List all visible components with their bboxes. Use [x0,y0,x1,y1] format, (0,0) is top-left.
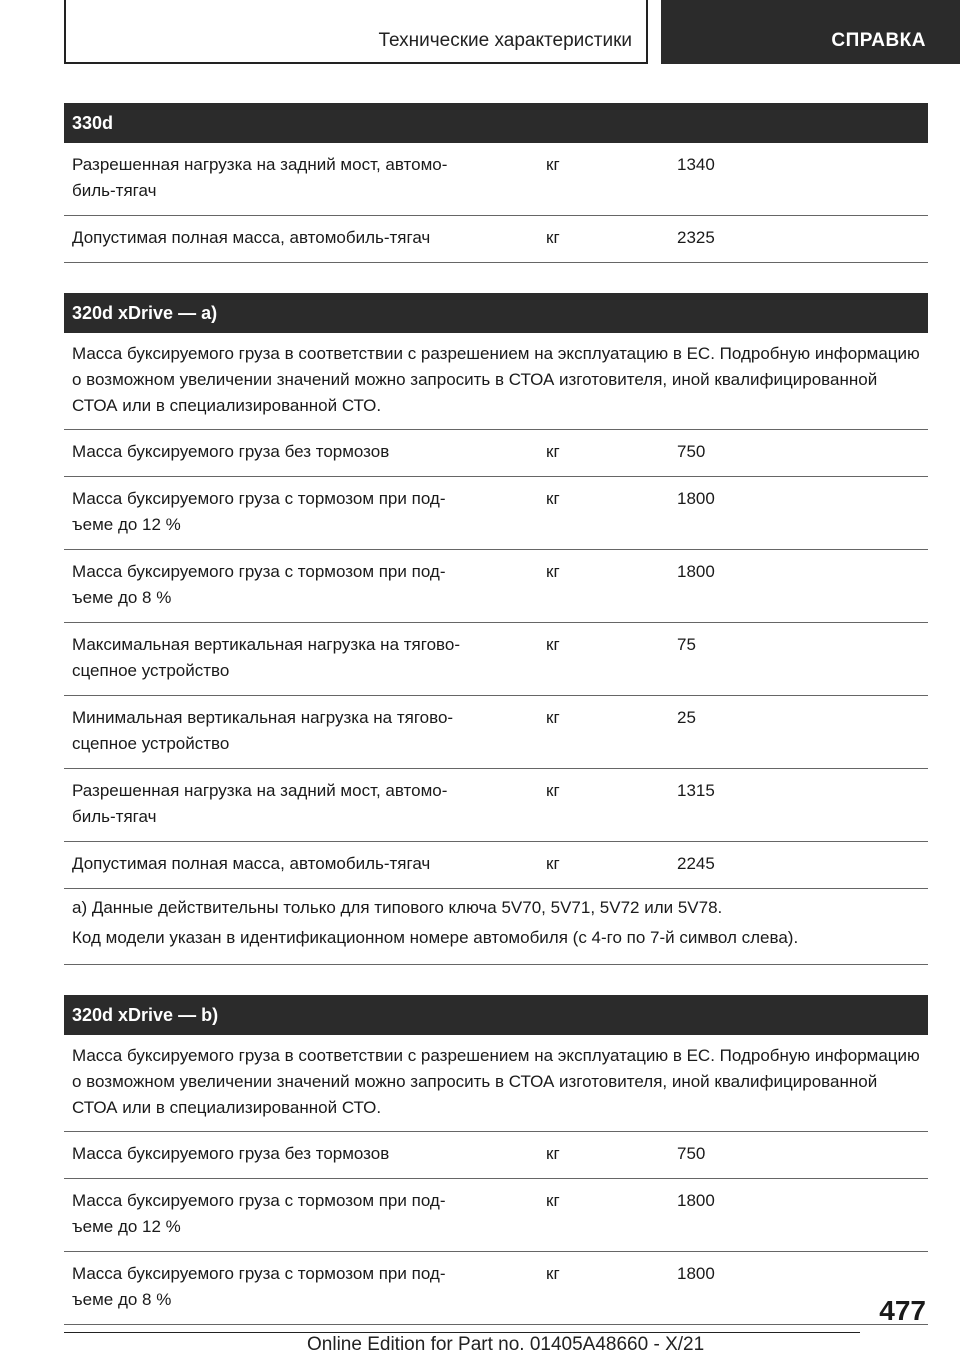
row-value: 25 [677,708,696,727]
row-value: 75 [677,635,696,654]
footnote: Код модели указан в идентификационном номере автомобиля (с 4-го по 7-й символ слева). [72,928,799,947]
row-unit: кг [546,442,560,461]
row-unit: кг [546,489,560,508]
section-intro: Масса буксируемого груза в соответствии с разрешением на эксплуатацию в ЕС. Подробную информацию о возможном увеличении значений можно запросить в СТОА изготовителя, иной квалифицированной СТОА или в специализированной СТО. [64,333,928,430]
section-title: 320d xDrive — b) [64,995,928,1035]
table-row [64,430,928,477]
row-unit: кг [546,1264,560,1283]
table-row [64,477,928,550]
header-chapter-box [661,0,960,64]
row-value: 2245 [677,854,715,873]
row-label: Разрешенная нагрузка на задний мост, автомо- биль-тягач [72,155,448,200]
row-unit: кг [546,708,560,727]
spec-section-320d-xdrive-a [64,293,928,965]
row-value: 1800 [677,1191,715,1210]
table-row [64,696,928,769]
header-chapter-title: СПРАВКА [831,30,926,51]
row-label: Масса буксируемого груза без тормозов [72,1144,390,1163]
footnote: a) Данные действительны только для типового ключа 5V70, 5V71, 5V72 или 5V78. [72,898,723,917]
row-label: Допустимая полная масса, автомобиль-тягач [72,228,431,247]
row-value: 2325 [677,228,715,247]
table-row [64,623,928,696]
row-label: Разрешенная нагрузка на задний мост, автомо- биль-тягач [72,781,448,826]
row-unit: кг [546,1144,560,1163]
row-unit: кг [546,1191,560,1210]
header-section-title: Технические характеристики [378,30,632,51]
spec-content [64,103,928,1355]
section-intro: Масса буксируемого груза в соответствии с разрешением на эксплуатацию в ЕС. Подробную информацию о возможном увеличении значений можно запросить в СТОА изготовителя, иной квалифицированной СТОА или в специализированной СТО. [64,1035,928,1132]
table-row [64,143,928,216]
row-value: 1340 [677,155,715,174]
row-unit: кг [546,854,560,873]
row-value: 750 [677,442,706,461]
table-row [64,842,928,889]
footer-divider [64,1332,860,1333]
row-value: 750 [677,1144,706,1163]
table-row [64,1252,928,1325]
spec-section-320d-xdrive-b [64,995,928,1325]
row-unit: кг [546,228,560,247]
section-footnotes [64,889,928,965]
section-title: 330d [64,103,928,143]
row-label: Допустимая полная масса, автомобиль-тягач [72,854,431,873]
row-unit: кг [546,155,560,174]
row-label: Масса буксируемого груза с тормозом при под- ъеме до 12 % [72,489,446,534]
spec-section-330d [64,103,928,263]
row-label: Максимальная вертикальная нагрузка на тягово- сцепное устройство [72,635,460,680]
header-section-box [64,0,648,64]
table-row [64,1179,928,1252]
footer-edition: Online Edition for Part no. 01405A48660 - X/21 [307,1334,705,1355]
row-label: Минимальная вертикальная нагрузка на тягово- сцепное устройство [72,708,454,753]
row-value: 1800 [677,562,715,581]
row-value: 1315 [677,781,715,800]
table-row [64,216,928,263]
row-label: Масса буксируемого груза без тормозов [72,442,390,461]
section-title: 320d xDrive — a) [64,293,928,333]
row-value: 1800 [677,489,715,508]
table-row [64,550,928,623]
page-number: 477 [879,1295,926,1326]
table-row [64,1132,928,1179]
row-unit: кг [546,781,560,800]
row-value: 1800 [677,1264,715,1283]
table-row [64,769,928,842]
row-label: Масса буксируемого груза с тормозом при под- ъеме до 12 % [72,1191,446,1236]
row-label: Масса буксируемого груза с тормозом при под- ъеме до 8 % [72,562,446,607]
row-unit: кг [546,562,560,581]
row-label: Масса буксируемого груза с тормозом при под- ъеме до 8 % [72,1264,446,1309]
row-unit: кг [546,635,560,654]
